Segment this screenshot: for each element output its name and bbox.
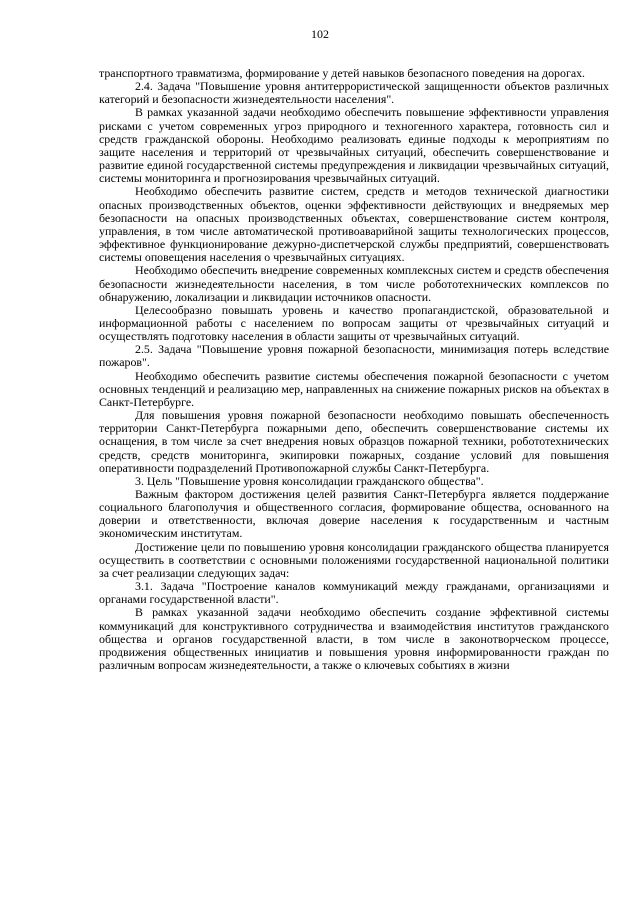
paragraph: Важным фактором достижения целей развития Санкт-Петербурга является поддержание социального благополучия и общественного согласия, формирование общества, основанного на доверии и ответственности, включая доверие населения к государственным и частным экономическим институтам.	[99, 487, 609, 541]
paragraph: Целесообразно повышать уровень и качество пропагандистской, образовательной и информационной работы с населением по вопросам защиты от чрезвычайных ситуаций и осуществлять подготовку населения в области защиты от чрезвычайных ситуаций.	[99, 302, 609, 344]
document-body	[99, 67, 609, 672]
paragraph: Необходимо обеспечить развитие системы обеспечения пожарной безопасности с учетом основных тенденций и реализацию мер, направленных на снижение пожарных рисков на объектах в Санкт-Петербурге.	[99, 368, 609, 409]
paragraph: В рамках указанной задачи необходимо обеспечить повышение эффективности управления рисками с учетом современных угроз природного и техногенного характера, готовность сил и средств гражданской обороны. Необходимо реализовать единые подходы к мероприятиям по защите населения и территорий от чрезвычайных ситуаций, обеспечить совершенствование и развитие единой государственной системы предупреждения и ликвидации чрезвычайных ситуаций, системы мониторинга и прогнозирования чрезвычайных ситуаций.	[99, 105, 609, 186]
paragraph: транспортного травматизма, формирование у детей навыков безопасного поведения на дорогах.	[99, 66, 586, 80]
paragraph: Достижение цели по повышению уровня консолидации гражданского общества планируется осуществить в соответствии с основными положениями государственной национальной политики за счет реализации следующих задач:	[99, 539, 609, 580]
paragraph: 2.4. Задача "Повышение уровня антитеррористической защищенности объектов различных категорий и безопасности жизнедеятельности населения".	[99, 79, 609, 107]
paragraph: Необходимо обеспечить внедрение современных комплексных систем и средств обеспечения безопасности жизнедеятельности населения, в том числе робототехнических комплексов по обнаружению, локализации и ликвидации источников опасности.	[99, 263, 609, 304]
page-number: 102	[311, 27, 329, 41]
paragraph: В рамках указанной задачи необходимо обеспечить создание эффективной системы коммуникаций для конструктивного сотрудничества и взаимодействия институтов гражданского общества и органов государственной власти, в том числе в законотворческом процессе, продвижения общественных инициатив и повышения уровня информированности граждан по различным вопросам жизнедеятельности, а также о ключевых событиях в жизни	[99, 605, 609, 673]
paragraph: 3.1. Задача "Построение каналов коммуникаций между гражданами, организациями и органами государственной власти".	[99, 579, 609, 607]
paragraph: Необходимо обеспечить развитие систем, средств и методов технической диагностики опасных производственных объектов, оценки эффективности действующих и внедряемых мер безопасности на опасных производственных объектах, совершенствование систем контроля, управления, в том числе автоматической противоаварийной защиты технологических процессов, эффективное функционирование дежурно-диспетчерской службы предприятий, совершенствовать системы оповещения населения о чрезвычайных ситуациях.	[99, 184, 609, 265]
paragraph: 2.5. Задача "Повышение уровня пожарной безопасности, минимизация потерь вследствие пожаров".	[99, 342, 609, 370]
paragraph: 3. Цель "Повышение уровня консолидации гражданского общества".	[135, 473, 484, 488]
paragraph: Для повышения уровня пожарной безопасности необходимо повышать обеспеченность территории Санкт-Петербурга пожарными депо, обеспечить совершенствование системы их оснащения, в том числе за счет внедрения новых образцов пожарной техники, робототехнических средств, средств мониторинга, экипировки пожарных, создание условий для повышения оперативности подразделений Противопожарной службы Санкт-Петербурга.	[99, 408, 609, 475]
